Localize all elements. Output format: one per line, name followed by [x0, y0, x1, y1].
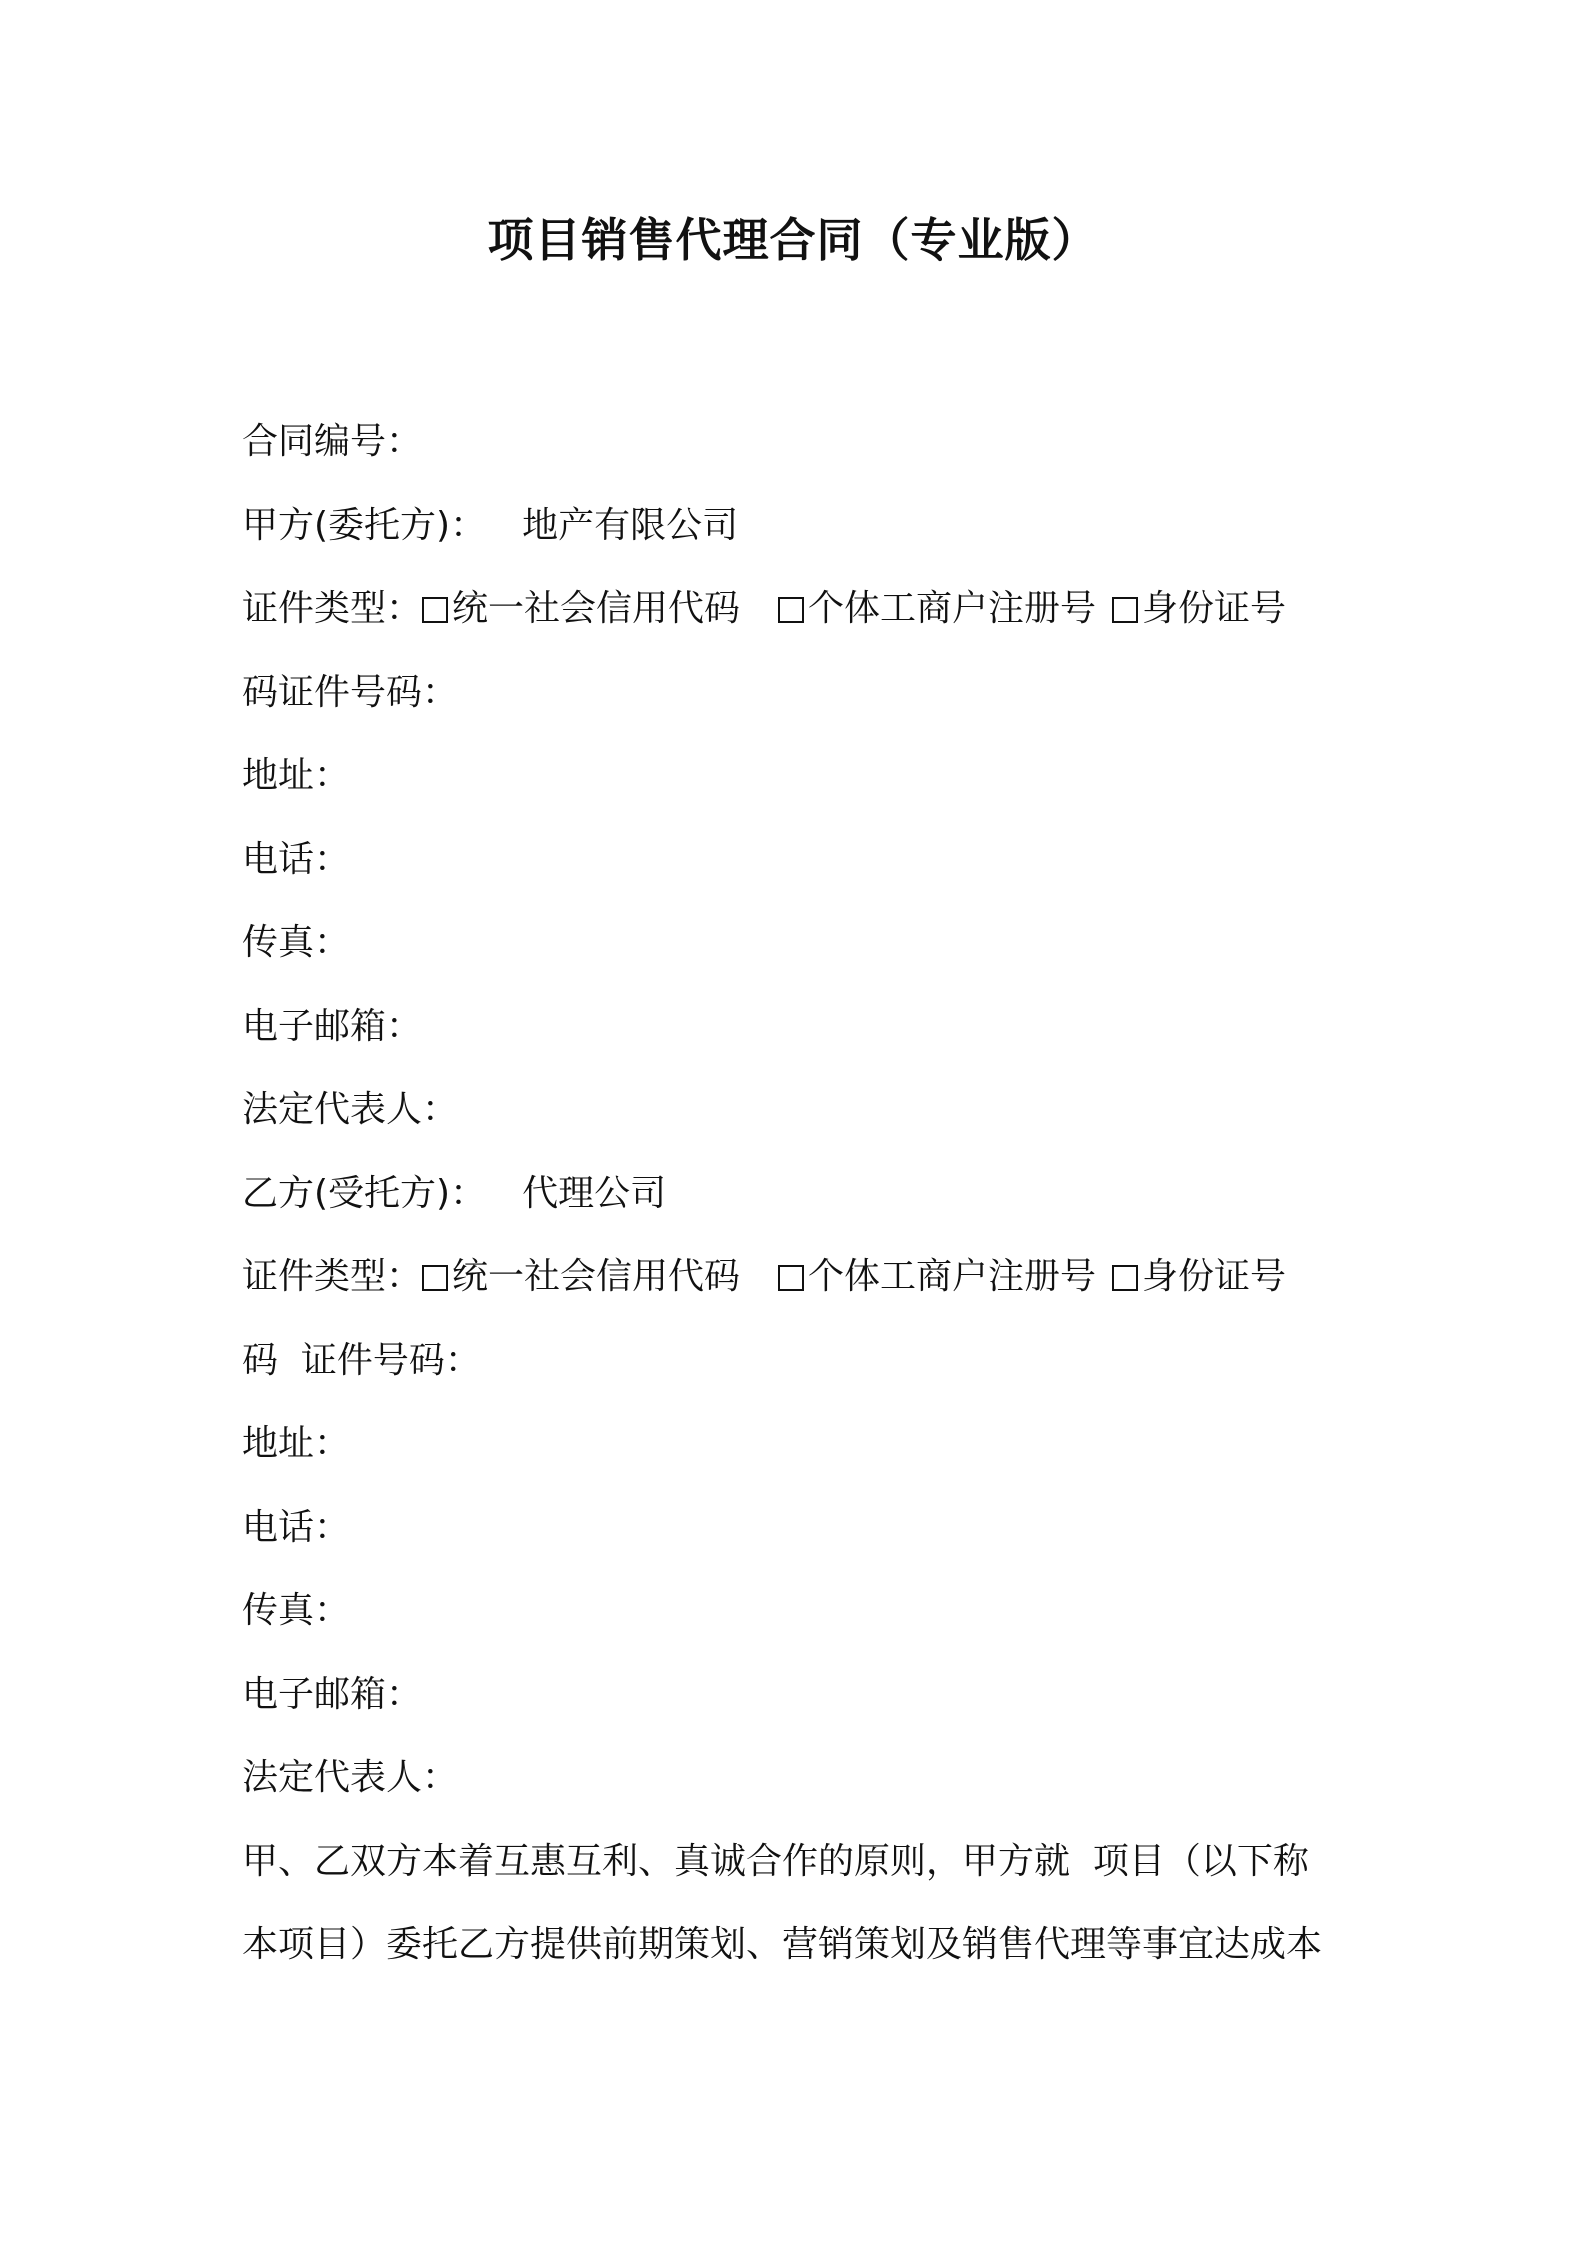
party-b-address-label: 地址： [242, 1423, 351, 1464]
checkbox-icon[interactable] [1112, 597, 1138, 623]
party-a-label: 甲方(委托方)： [242, 504, 487, 546]
cert-option-label: 身份证号 [1142, 1256, 1287, 1297]
preamble-text: 甲、乙双方本着互惠互利、真诚合作的原则，甲方就 项目（以下称 [242, 1840, 1309, 1882]
contract-number-line [242, 400, 1362, 484]
party-b-fax-line [242, 1569, 1362, 1653]
party-b-email-label: 电子邮箱： [242, 1673, 423, 1715]
party-a-phone-label: 电话： [242, 838, 351, 880]
party-a-cert-option-id-card[interactable] [1112, 588, 1286, 629]
party-a-cert-number-label: 码证件号码： [242, 671, 459, 713]
party-b-cert-type-label: 证件类型： [242, 1256, 423, 1297]
cert-option-label: 身份证号 [1142, 588, 1287, 629]
cert-option-label: 个体工商户注册号 [808, 588, 1097, 629]
checkbox-icon[interactable] [422, 1265, 448, 1291]
party-b-email-line [242, 1653, 1362, 1737]
party-a-phone-line [242, 818, 1362, 902]
party-a-email-line [242, 985, 1362, 1069]
party-b-cert-number-label: 码 证件号码： [242, 1339, 481, 1381]
checkbox-icon[interactable] [1112, 1265, 1138, 1291]
party-a-fax-line [242, 901, 1362, 985]
party-b-cert-number-line [242, 1319, 1362, 1403]
preamble-text: 本项目）委托乙方提供前期策划、营销策划及销售代理等事宜达成本 [242, 1924, 1323, 1965]
party-b-cert-option-credit-code[interactable] [422, 1256, 740, 1297]
party-b-rep-line [242, 1736, 1362, 1820]
party-b-address-line [242, 1402, 1362, 1486]
checkbox-icon[interactable] [778, 597, 804, 623]
document-body [242, 400, 1362, 1987]
party-a-email-label: 电子邮箱： [242, 1005, 423, 1047]
party-a-rep-line [242, 1068, 1362, 1152]
checkbox-icon[interactable] [422, 597, 448, 623]
party-a-name: 地产有限公司 [522, 504, 739, 546]
party-a-fax-label: 传真： [242, 922, 351, 963]
party-b-phone-line [242, 1486, 1362, 1570]
party-b-rep-label: 法定代表人： [242, 1757, 459, 1798]
cert-option-label: 统一社会信用代码 [452, 588, 741, 629]
preamble-line [242, 1820, 1362, 1904]
document-title: 项目销售代理合同（专业版） [487, 213, 1099, 267]
party-a-cert-option-credit-code[interactable] [422, 588, 740, 629]
party-a-line [242, 484, 1362, 568]
party-b-fax-label: 传真： [242, 1590, 351, 1631]
party-b-phone-label: 电话： [242, 1506, 351, 1548]
party-a-cert-type-line [242, 567, 1362, 651]
checkbox-icon[interactable] [778, 1265, 804, 1291]
party-b-line [242, 1152, 1362, 1236]
preamble-line [242, 1903, 1362, 1987]
cert-option-label: 个体工商户注册号 [808, 1256, 1097, 1297]
cert-option-label: 统一社会信用代码 [452, 1256, 741, 1297]
party-b-cert-option-business-reg[interactable] [778, 1256, 1096, 1297]
party-b-name: 代理公司 [522, 1172, 667, 1214]
party-a-cert-number-line [242, 651, 1362, 735]
party-a-rep-label: 法定代表人： [242, 1089, 459, 1130]
party-a-address-line [242, 734, 1362, 818]
party-a-cert-type-label: 证件类型： [242, 588, 423, 629]
party-a-cert-option-business-reg[interactable] [778, 588, 1096, 629]
party-a-address-label: 地址： [242, 755, 351, 796]
party-b-cert-type-line [242, 1235, 1362, 1319]
party-b-label: 乙方(受托方)： [242, 1172, 487, 1214]
contract-number-label: 合同编号： [242, 421, 423, 462]
party-b-cert-option-id-card[interactable] [1112, 1256, 1286, 1297]
